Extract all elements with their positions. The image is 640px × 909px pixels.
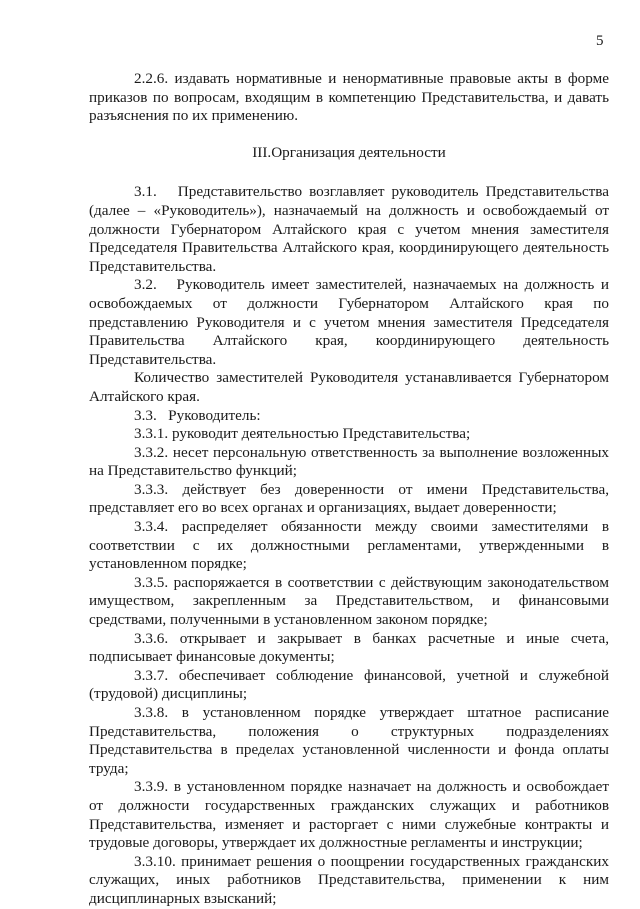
paragraph-3-3-8: 3.3.8. в установленном порядке утверждает штатное расписание Представительства, положения о структурных подразделениях Представительства в пределах установленной численности и фонда оплаты труда;: [89, 704, 609, 777]
paragraph-3-3-10: 3.3.10. принимает решения о поощрении государственных гражданских служащих, иных работников Представительства, применении к ним дисциплинарных взысканий;: [89, 852, 609, 907]
paragraph-3-2: 3.2. Руководитель имеет заместителей, назначаемых на должность и освобождаемых от должности Губернатором Алтайского края по представлению Руководителя и с учетом мнения заместителя Председателя Правительства Алтайского края, координирующего деятельность Представительства.: [89, 276, 609, 368]
paragraph-3-3-1: 3.3.1. руководит деятельностью Представительства;: [134, 425, 471, 443]
paragraph-3-3-9: 3.3.9. в установленном порядке назначает на должность и освобождает от должности государственных гражданских служащих и работников Представительства, изменяет и расторгает с ними служебные контракты и трудовые договоры, утверждает их должностные регламенты и инструкции;: [89, 778, 609, 852]
paragraph-3-3-5: 3.3.5. распоряжается в соответствии с действующим законодательством имуществом, закрепленным за Представительством, и финансовыми средствами, полученными в установленном законом порядке;: [89, 573, 609, 629]
paragraph-3-3-3: 3.3.3. действует без доверенности от имени Представительства, представляет его во всех органах и организациях, выдает доверенности;: [89, 480, 609, 517]
section-heading: III.Организация деятельности: [252, 143, 446, 161]
paragraph-3-3-4: 3.3.4. распределяет обязанности между своими заместителями в соответствии с их должностными регламентами, утвержденными в установленном порядке;: [89, 518, 609, 573]
page-number: 5: [596, 33, 604, 49]
paragraph-3-1: 3.1. Представительство возглавляет руководитель Представительства (далее – «Руководитель»), назначаемый на должность и освобождаемый от должности Губернатором Алтайского края с учетом мнения заместителя Председателя Правительства Алтайского края, координирующего деятельность Представительства.: [89, 183, 609, 275]
paragraph-3-3-2: 3.3.2. несет персональную ответственность за выполнение возложенных на Представительство функций;: [89, 443, 609, 480]
paragraph-3-3: 3.3. Руководитель:: [134, 406, 261, 424]
document-body: [89, 70, 609, 909]
paragraph-3-3-6: 3.3.6. открывает и закрывает в банках расчетные и иные счета, подписывает финансовые документы;: [89, 629, 609, 666]
paragraph-2-2-6: 2.2.6. издавать нормативные и ненормативные правовые акты в форме приказов по вопросам, входящим в компетенцию Представительства, и давать разъяснения по их применению.: [89, 70, 609, 125]
paragraph-3-3-7: 3.3.7. обеспечивает соблюдение финансовой, учетной и служебной (трудовой) дисциплины;: [89, 666, 609, 703]
paragraph-deputies-count: Количество заместителей Руководителя устанавливается Губернатором Алтайского края.: [89, 369, 609, 405]
